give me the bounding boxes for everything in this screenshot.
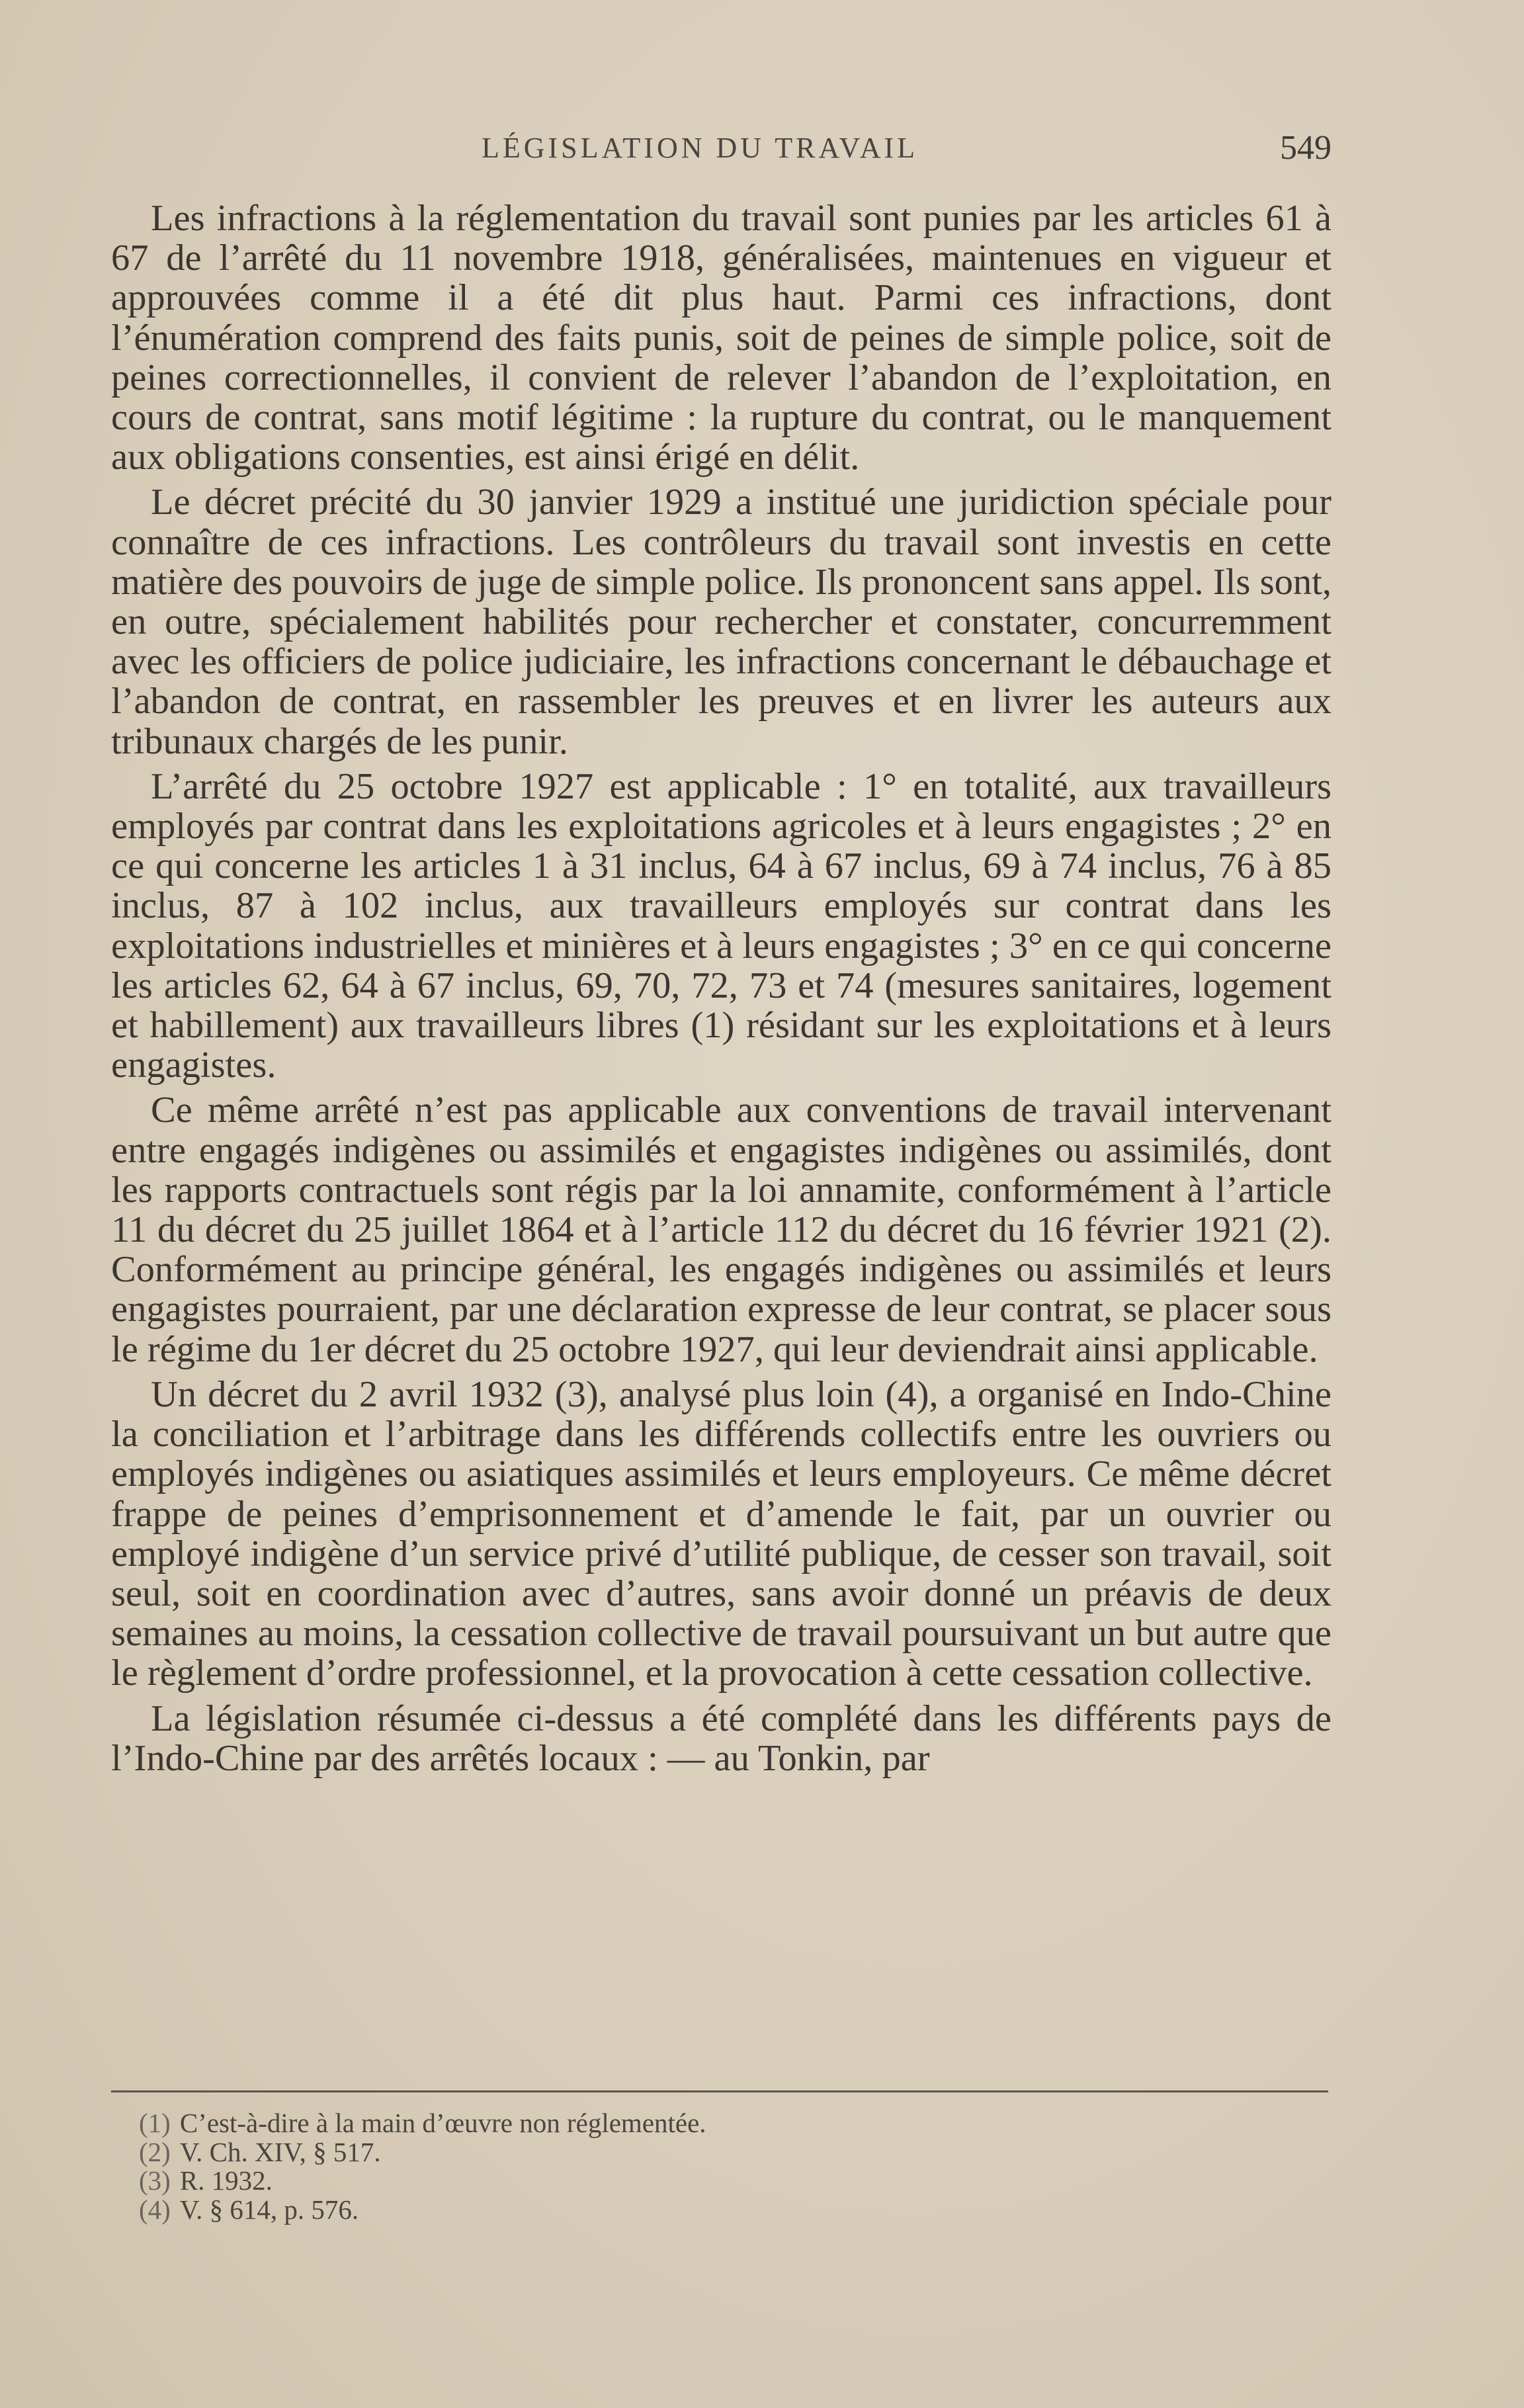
- footnote-mark: (4): [139, 2194, 171, 2225]
- running-title: LÉGISLATION DU TRAVAIL: [482, 132, 918, 164]
- paragraph-decret-1932: Un décret du 2 avril 1932 (3), analysé plus loin (4), a organisé en Indo-Chine la conciliation et l’arbitrage dans les différends collectifs entre les ouvriers ou employés indigènes ou asiatiques assimilés et leurs employeurs. Ce même décret frappe de peines d’emprisonnement et d’amende le fait, par un ouvrier ou employé indigène d’un service privé d’utilité publique, de cesser son travail, soit seul, soit en coordination avec d’autres, sans avoir donné un préavis de deux semaines au moins, la cessation collective de travail poursuivant un but autre que le règlement d’ordre professionnel, et la provocation à cette cessation collective.: [111, 1373, 1332, 1694]
- paragraph-applicabilite: L’arrêté du 25 octobre 1927 est applicable : 1° en totalité, aux travailleurs employés par contrat dans les exploitations agricoles et à leurs engagistes ; 2° en ce qui concerne les articles 1 à 31 inclus, 64 à 67 inclus, 69 à 74 inclus, 76 à 85 inclus, 87 à 102 inclus, aux travailleurs employés sur contrat dans les exploitations industrielles et minières et à leurs engagistes ; 3° en ce qui concerne les articles 62, 64 à 67 inclus, 69, 70, 72, 73 et 74 (mesures sanitaires, logement et habillement) aux travailleurs libres (1) résidant sur les exploitations et à leurs engagistes.: [111, 765, 1332, 1086]
- footnote: [139, 2138, 1263, 2167]
- footnote-mark: (3): [139, 2165, 171, 2196]
- footnote: [139, 2167, 1263, 2196]
- footnote-text: V. Ch. XIV, § 517.: [179, 2136, 381, 2167]
- footnote: [139, 2109, 1263, 2138]
- footnote-text: V. § 614, p. 576.: [179, 2194, 359, 2225]
- paragraph-infractions: Les infractions à la réglementation du travail sont punies par les articles 61 à 67 de l’arrêté du 11 novembre 1918, généralisées, maintenues en vigueur et approuvées comme il a été dit plus haut. Parmi ces infractions, dont l’énumération comprend des faits punis, soit de peines de simple police, soit de peines correctionnelles, il convient de relever l’abandon de l’exploitation, en cours de contrat, sans motif légitime : la rupture du contrat, ou le manquement aux obligations consenties, est ainsi érigé en délit.: [111, 198, 1332, 478]
- body-text: [111, 198, 1332, 1784]
- page-number: 549: [1280, 129, 1332, 167]
- footnote-divider: [111, 2090, 1328, 2092]
- footnote: [139, 2196, 1263, 2225]
- footnote-mark: (2): [139, 2136, 171, 2167]
- footnote-text: C’est-à-dire à la main d’œuvre non réglementée.: [179, 2108, 706, 2138]
- footnote-mark: (1): [139, 2108, 171, 2138]
- footnotes: [139, 2109, 1263, 2224]
- paragraph-conventions: Ce même arrêté n’est pas applicable aux conventions de travail intervenant entre engagés indigènes ou assimilés et engagistes indigènes ou assimilés, dont les rapports contractuels sont régis par la loi annamite, conformément à l’article 11 du décret du 25 juillet 1864 et à l’article 112 du décret du 16 février 1921 (2). Conformément au principe général, les engagés indigènes ou assimilés et leurs engagistes pourraient, par une déclaration expresse de leur contrat, se placer sous le régime du 1er décret du 25 octobre 1927, qui leur deviendrait ainsi applicable.: [111, 1090, 1332, 1370]
- page-header: [111, 124, 1332, 177]
- paragraph-juridiction: Le décret précité du 30 janvier 1929 a institué une juridiction spéciale pour connaître de ces infractions. Les contrôleurs du travail sont investis en cette matière des pouvoirs de juge de simple police. Ils prononcent sans appel. Ils sont, en outre, spécialement habilités pour rechercher et constater, concurremment avec les officiers de police judiciaire, les infractions concernant le débauchage et l’abandon de contrat, en rassembler les preuves et en livrer les auteurs aux tribunaux chargés de les punir.: [111, 482, 1332, 762]
- footnote-text: R. 1932.: [179, 2165, 273, 2196]
- paragraph-arretes-locaux: La législation résumée ci-dessus a été complété dans les différents pays de l’Indo-Chine par des arrêtés locaux : — au Tonkin, par: [111, 1698, 1332, 1779]
